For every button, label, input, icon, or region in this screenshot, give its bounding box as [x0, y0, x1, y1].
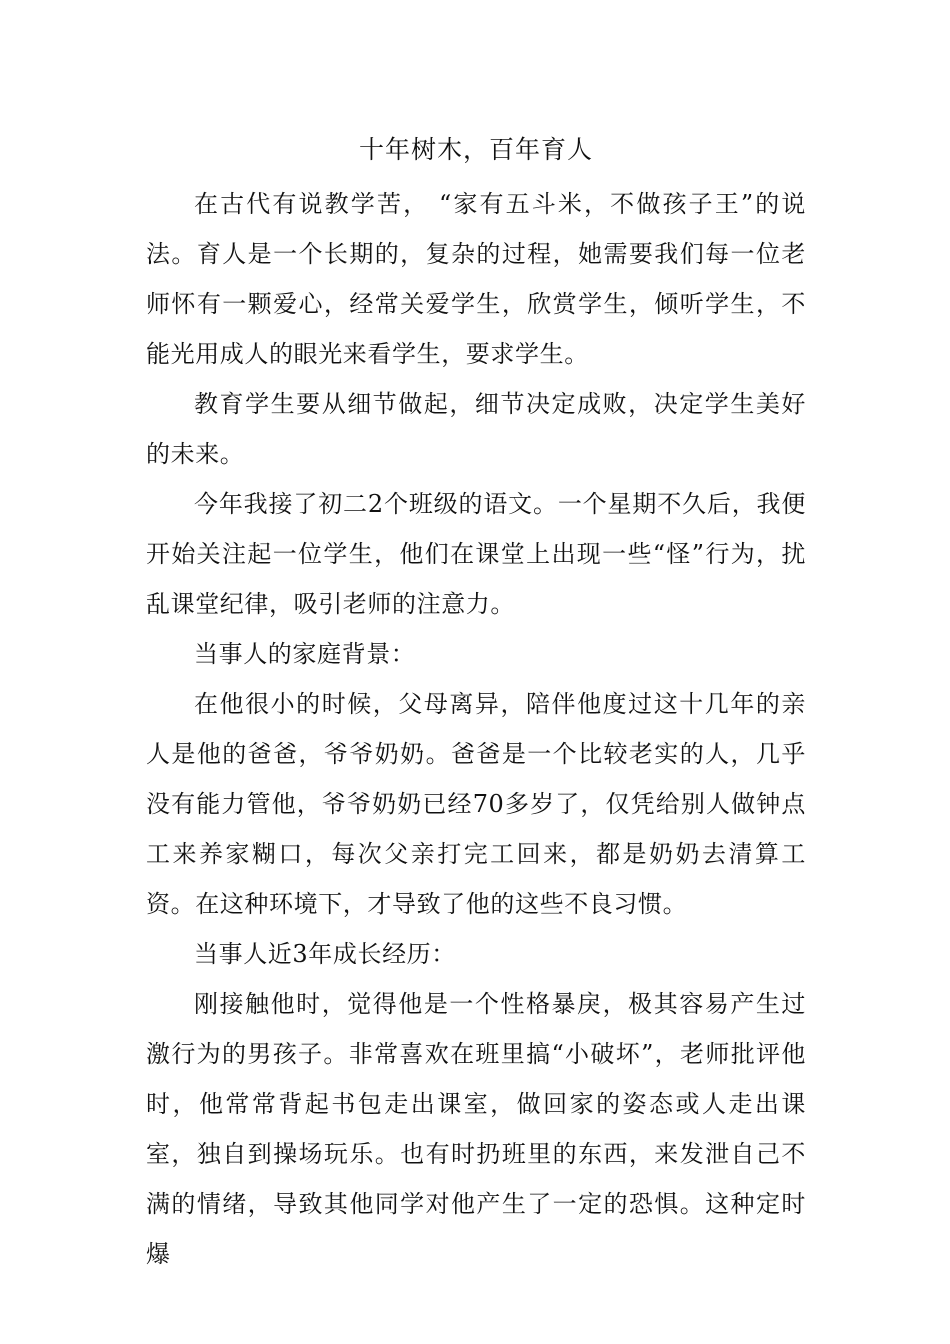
- paragraph-details: 教育学生要从细节做起，细节决定成败，决定学生美好的未来。: [146, 390, 806, 468]
- document-body: [146, 127, 806, 1279]
- paragraph-family-heading: 当事人的家庭背景：: [194, 640, 416, 668]
- document-title: 十年树木，百年育人: [358, 135, 593, 164]
- paragraph-growth-heading: 当事人近3年成长经历：: [194, 940, 456, 968]
- paragraph-intro: 在古代有说教学苦， “家有五斗米，不做孩子王”的说法。育人是一个长期的，复杂的过程，她需要我们每一位老师怀有一颗爱心，经常关爱学生，欣赏学生，倾听学生，不能光用成人的眼光来看学生，要求学生。: [146, 190, 806, 368]
- paragraph-family: 在他很小的时候，父母离异，陪伴他度过这十几年的亲人是他的爸爸，爷爷奶奶。爸爸是一个比较老实的人，几乎没有能力管他，爷爷奶奶已经70多岁了，仅凭给别人做钟点工来养家糊口，每次父亲打完工回来，都是奶奶去清算工资。在这种环境下，才导致了他的这些不良习惯。: [146, 690, 806, 918]
- paragraph-growth: 刚接触他时，觉得他是一个性格暴戾，极其容易产生过激行为的男孩子。非常喜欢在班里搞“小破坏”，老师批评他时，他常常背起书包走出课室，做回家的姿态或人走出课室，独自到操场玩乐。也有时扔班里的东西，来发泄自己不满的情绪，导致其他同学对他产生了一定的恐惧。这种定时爆: [146, 990, 806, 1268]
- paragraph-class: 今年我接了初二2个班级的语文。一个星期不久后，我便开始关注起一位学生，他们在课堂上出现一些“怪”行为，扰乱课堂纪律，吸引老师的注意力。: [146, 490, 806, 618]
